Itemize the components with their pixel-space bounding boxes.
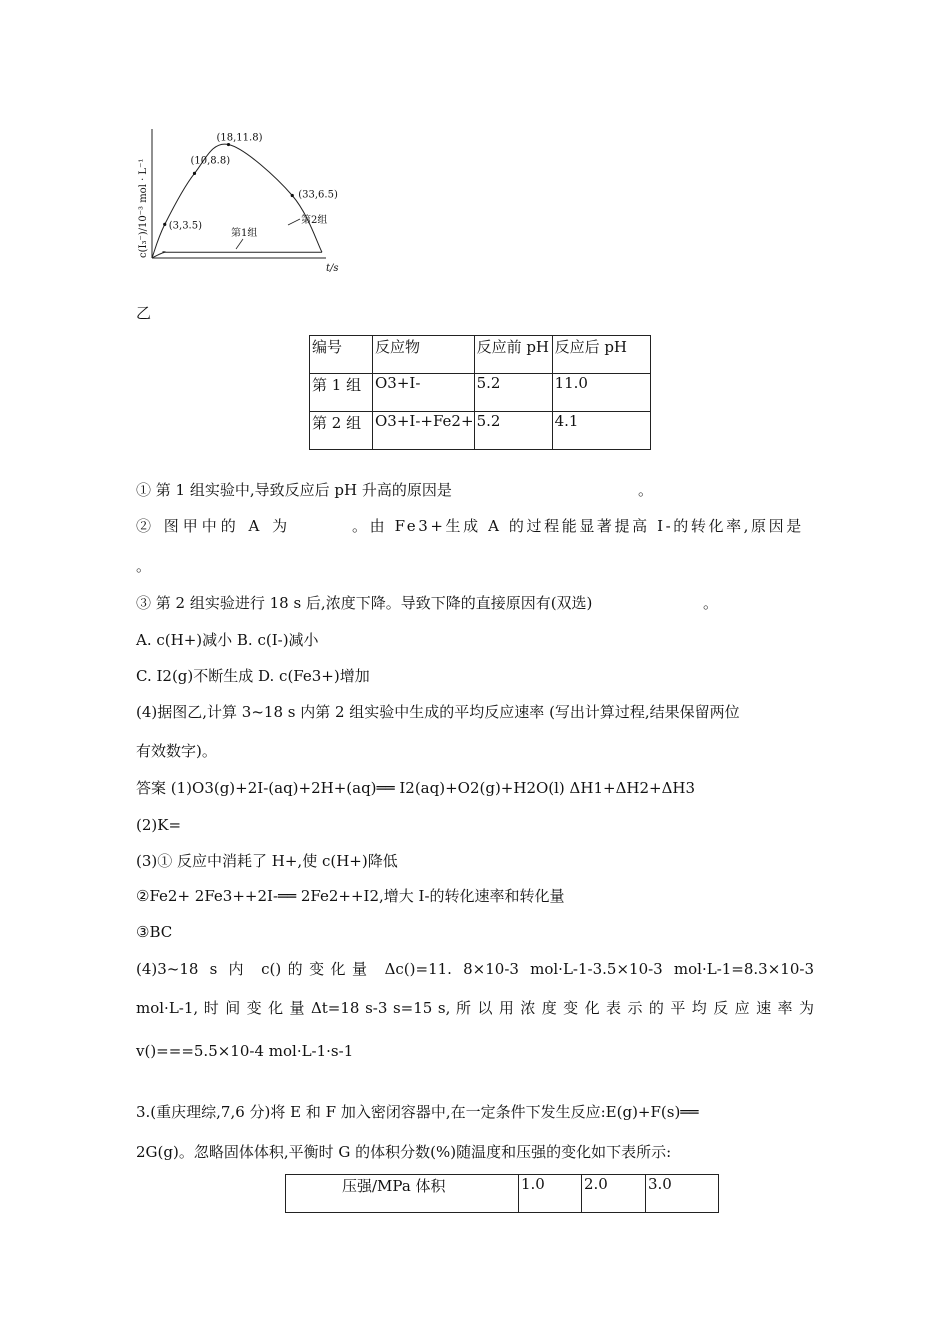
experiment-table (309, 335, 651, 450)
options-ab: A. c(H+)减小 B. c(I-)减小 (136, 631, 319, 649)
question-2b: 。由 Fe3+生成 A 的过程能显著提高 I-的转化率,原因是 (352, 517, 804, 535)
answer-5: ③BC (136, 923, 173, 941)
options-cd: C. I2(g)不断生成 D. c(Fe3+)增加 (136, 667, 370, 685)
table-cell: 第 2 组 (310, 412, 373, 450)
question-1-end: 。 (638, 481, 654, 499)
data-point (193, 172, 196, 175)
table-header-cell: 反应物 (373, 336, 475, 374)
group1-leader (236, 239, 243, 249)
data-label: (18,11.8) (216, 132, 263, 144)
question-4b: 有效数字)。 (136, 742, 217, 760)
concentration-time-chart (130, 118, 350, 278)
table-header-cell: 1.0 (519, 1175, 582, 1213)
data-label: (10,8.8) (190, 155, 231, 167)
answer-6a: (4)3~18 s 内 c()的变化量 Δc()=11. 8×10-3 mol·L-1-3.5×10-3 mol·L-1=8.3×10-3 (136, 960, 814, 978)
table-cell: 5.2 (474, 374, 552, 412)
question-1: ① 第 1 组实验中,导致反应后 pH 升高的原因是 (136, 481, 452, 499)
data-point (291, 194, 294, 197)
answer-4: ②Fe2+ 2Fe3++2I-══ 2Fe2++I2,增大 I-的转化速率和转化量 (136, 887, 565, 905)
question-3: ③ 第 2 组实验进行 18 s 后,浓度下降。导致下降的直接原因有(双选) (136, 594, 593, 612)
table-row (310, 412, 651, 450)
table-row (310, 374, 651, 412)
answer-6c: v()===5.5×10-4 mol·L-1·s-1 (136, 1042, 354, 1060)
answer-1: 答案 (1)O3(g)+2I-(aq)+2H+(aq)══ I2(aq)+O2(g)+H2O(l) ΔH1+ΔH2+ΔH3 (136, 779, 696, 797)
x-axis-label: t/s (326, 263, 339, 274)
problem3-line1: 3.(重庆理综,7,6 分)将 E 和 F 加入密闭容器中,在一定条件下发生反应:E(g)+F(s)══ (136, 1103, 699, 1121)
table-header-cell: 2.0 (582, 1175, 646, 1213)
data-label: (3,3.5) (168, 220, 202, 232)
question-3-end: 。 (703, 594, 719, 612)
answer-6b: mol·L-1, 时 间 变 化 量 Δt=18 s-3 s=15 s, 所 以 用 浓 度 变 化 表 示 的 平 均 反 应 速 率 为 (136, 999, 814, 1017)
pressure-table (285, 1174, 719, 1213)
table-cell: 5.2 (474, 412, 552, 450)
problem3-line2: 2G(g)。忽略固体体积,平衡时 G 的体积分数(%)随温度和压强的变化如下表所示: (136, 1143, 672, 1161)
question-4a: (4)据图乙,计算 3~18 s 内第 2 组实验中生成的平均反应速率 (写出计算过程,结果保留两位 (136, 703, 740, 721)
answer-3: (3)① 反应中消耗了 H+,使 c(H+)降低 (136, 852, 398, 870)
table-header-cell: 反应后 pH (552, 336, 650, 374)
table-cell: 第 1 组 (310, 374, 373, 412)
table-header-cell: 3.0 (646, 1175, 719, 1213)
group2-leader (288, 219, 300, 225)
data-label: (33,6.5) (298, 189, 338, 201)
question-2-end: 。 (136, 557, 152, 575)
table-cell: 4.1 (552, 412, 650, 450)
answer-2: (2)K= (136, 816, 182, 834)
table-cell: O3+I- (373, 374, 475, 412)
series-line-2 (152, 144, 322, 258)
table-header-cell: 编号 (310, 336, 373, 374)
table-header-cell: 反应前 pH (474, 336, 552, 374)
table-cell: O3+I-+Fe2+ (373, 412, 475, 450)
figure-caption: 乙 (136, 304, 152, 322)
table-cell: 11.0 (552, 374, 650, 412)
y-axis-label: c(I₃⁻)/10⁻³ mol · L⁻¹ (138, 158, 149, 258)
question-2a: ② 图甲中的 A 为 (136, 517, 292, 535)
table-header-cell: 压强/MPa 体积 (286, 1175, 519, 1213)
group1-label: 第1组 (231, 228, 258, 239)
series-line-1 (152, 252, 322, 258)
group2-label: 第2组 (301, 215, 328, 226)
data-point (163, 223, 166, 226)
